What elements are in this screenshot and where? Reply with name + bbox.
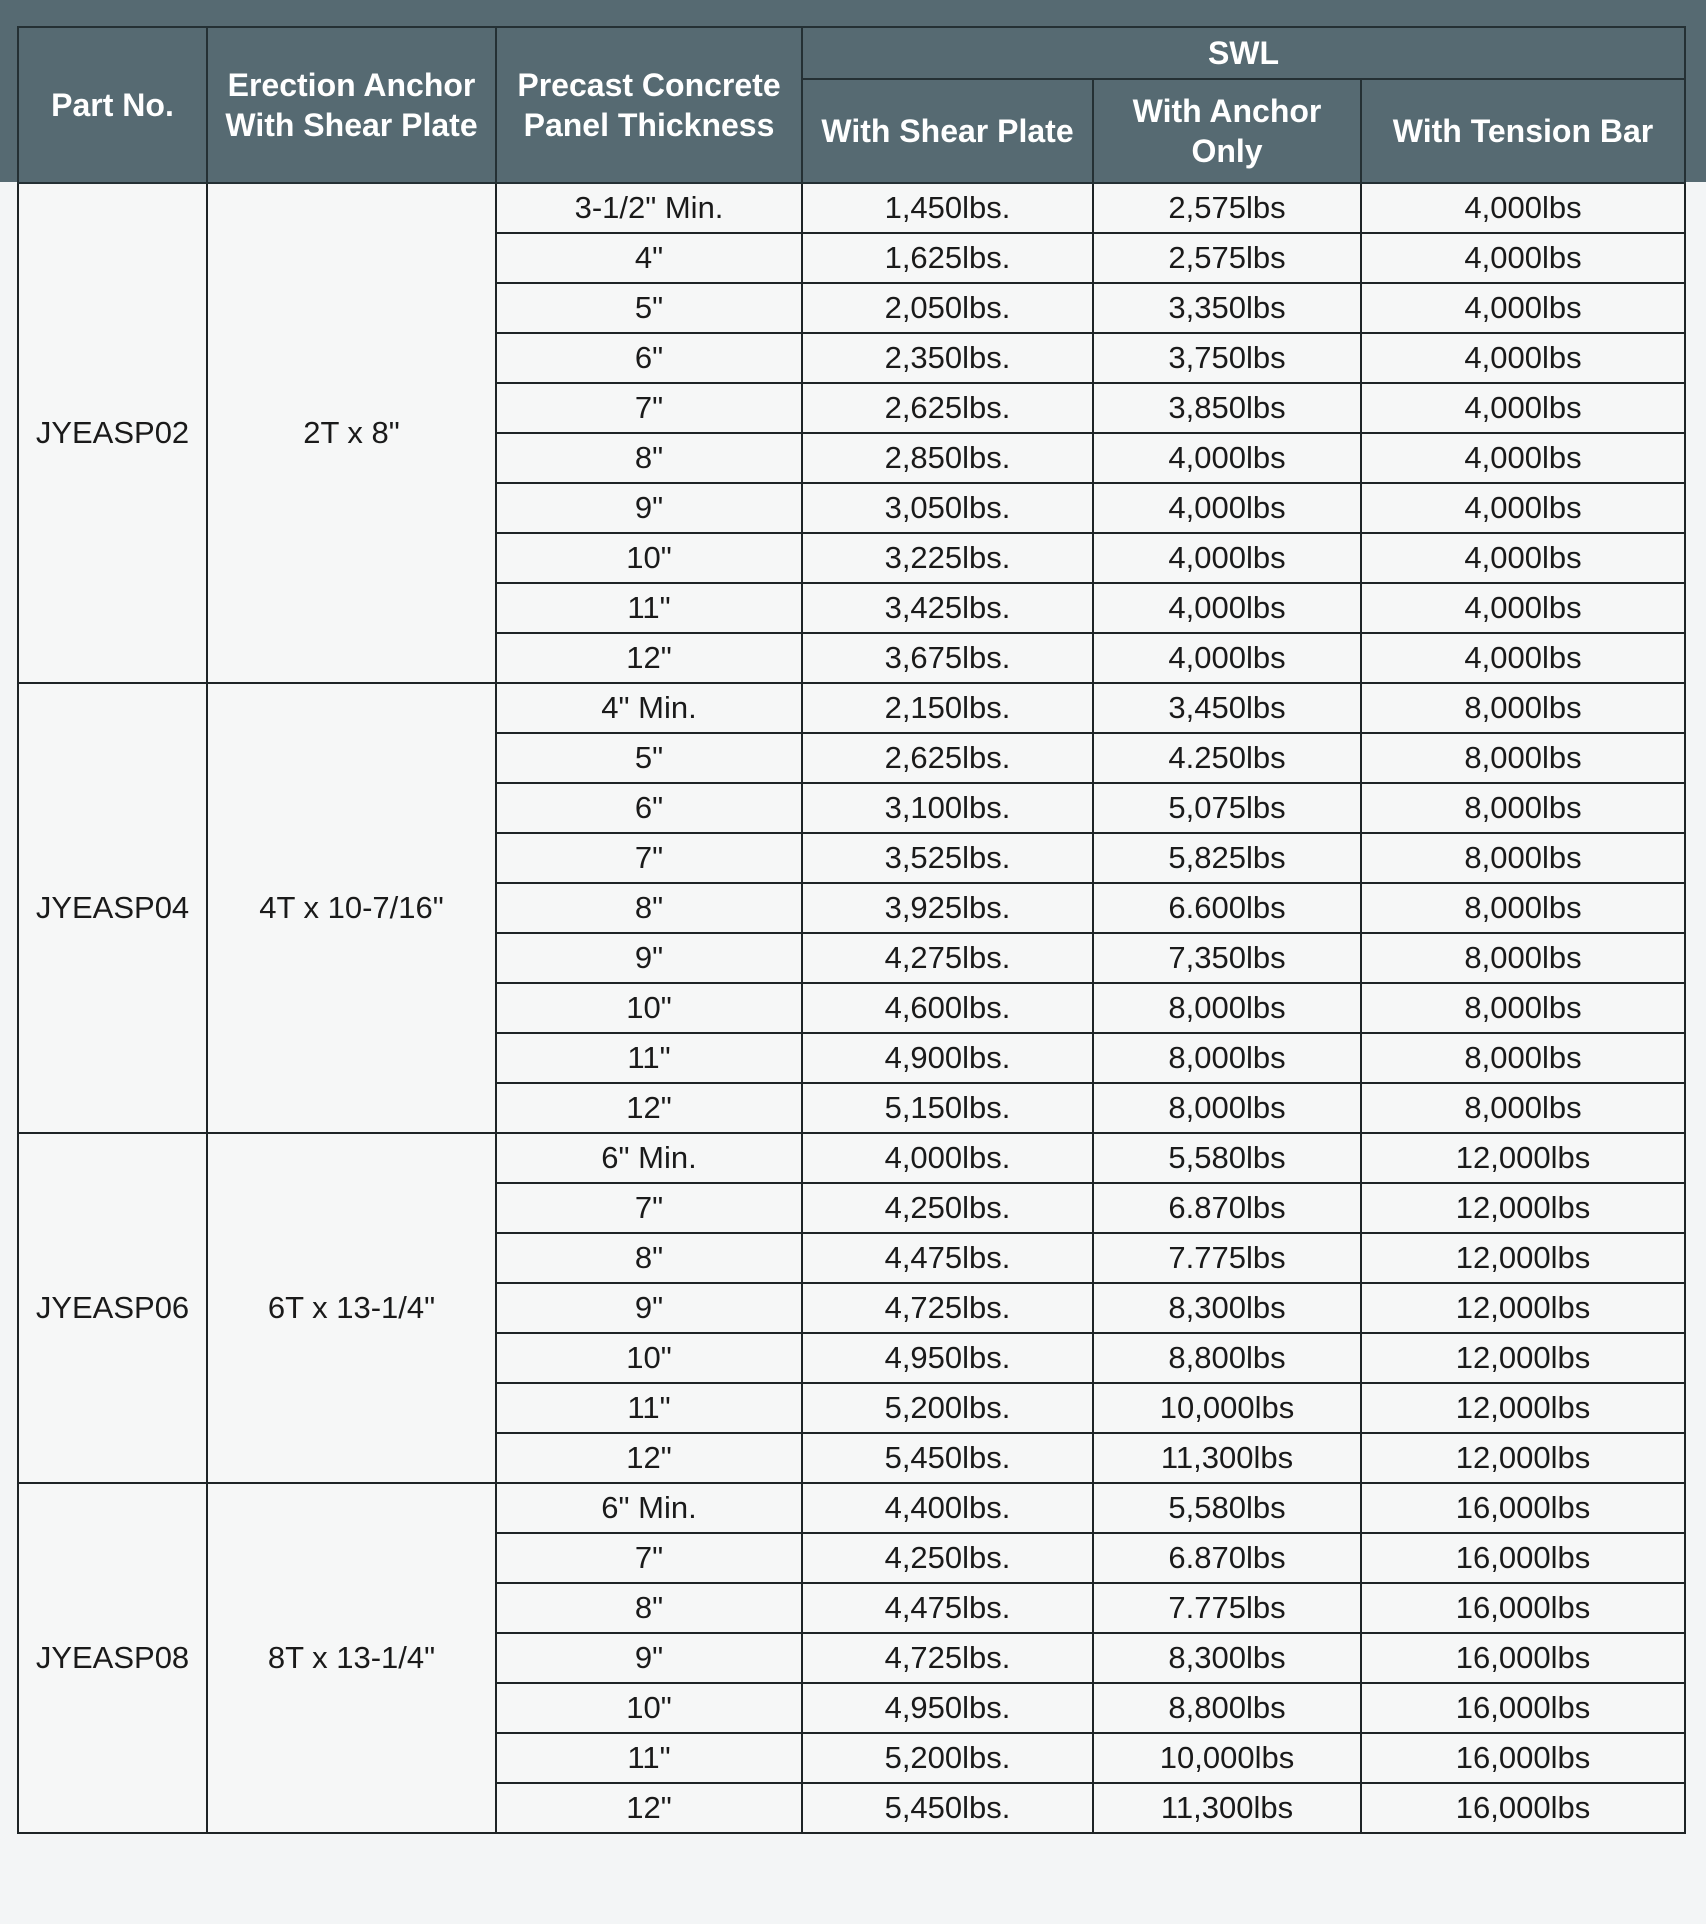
panel-thickness-cell: 12" — [496, 633, 802, 683]
swl-shear-plate-cell: 4,000lbs. — [802, 1133, 1093, 1183]
swl-tension-bar-cell: 8,000lbs — [1361, 833, 1685, 883]
swl-tension-bar-cell: 12,000lbs — [1361, 1283, 1685, 1333]
swl-tension-bar-cell: 4,000lbs — [1361, 183, 1685, 233]
swl-tension-bar-cell: 4,000lbs — [1361, 283, 1685, 333]
header-swl — [802, 27, 1685, 79]
swl-tension-bar-cell: 16,000lbs — [1361, 1633, 1685, 1683]
swl-tension-bar-cell: 8,000lbs — [1361, 1033, 1685, 1083]
swl-shear-plate-cell: 2,150lbs. — [802, 683, 1093, 733]
panel-thickness-cell: 7" — [496, 383, 802, 433]
swl-tension-bar-cell: 12,000lbs — [1361, 1433, 1685, 1483]
panel-thickness-cell: 4" — [496, 233, 802, 283]
swl-anchor-only-cell: 4,000lbs — [1093, 533, 1361, 583]
panel-thickness-cell: 5" — [496, 283, 802, 333]
panel-thickness-cell: 8" — [496, 433, 802, 483]
swl-anchor-only-cell: 4,000lbs — [1093, 433, 1361, 483]
swl-anchor-only-cell: 8,000lbs — [1093, 1083, 1361, 1133]
swl-anchor-only-cell: 8,300lbs — [1093, 1283, 1361, 1333]
swl-tension-bar-cell: 8,000lbs — [1361, 883, 1685, 933]
swl-tension-bar-cell: 4,000lbs — [1361, 433, 1685, 483]
swl-anchor-only-cell: 7.775lbs — [1093, 1233, 1361, 1283]
header-with-anchor-only-line1: With Anchor — [1132, 93, 1322, 129]
swl-shear-plate-cell: 4,600lbs. — [802, 983, 1093, 1033]
panel-thickness-cell: 6" — [496, 333, 802, 383]
swl-anchor-only-cell: 5,580lbs — [1093, 1483, 1361, 1533]
swl-anchor-only-cell: 7,350lbs — [1093, 933, 1361, 983]
panel-thickness-cell: 6" — [496, 783, 802, 833]
panel-thickness-cell: 11" — [496, 583, 802, 633]
swl-anchor-only-cell: 6.870lbs — [1093, 1183, 1361, 1233]
table-body — [18, 183, 1685, 1833]
swl-shear-plate-cell: 2,625lbs. — [802, 733, 1093, 783]
swl-tension-bar-cell: 16,000lbs — [1361, 1483, 1685, 1533]
swl-shear-plate-cell: 2,850lbs. — [802, 433, 1093, 483]
swl-anchor-only-cell: 11,300lbs — [1093, 1433, 1361, 1483]
swl-tension-bar-cell: 16,000lbs — [1361, 1583, 1685, 1633]
swl-shear-plate-cell: 5,150lbs. — [802, 1083, 1093, 1133]
part-no-cell: JYEASP06 — [18, 1133, 207, 1483]
swl-tension-bar-cell: 4,000lbs — [1361, 333, 1685, 383]
panel-thickness-cell: 12" — [496, 1083, 802, 1133]
swl-shear-plate-cell: 4,725lbs. — [802, 1283, 1093, 1333]
swl-anchor-only-cell: 2,575lbs — [1093, 183, 1361, 233]
swl-shear-plate-cell: 2,050lbs. — [802, 283, 1093, 333]
panel-thickness-cell: 11" — [496, 1383, 802, 1433]
part-no-cell: JYEASP08 — [18, 1483, 207, 1833]
header-with-shear-plate — [802, 79, 1093, 183]
panel-thickness-cell: 11" — [496, 1033, 802, 1083]
swl-tension-bar-cell: 4,000lbs — [1361, 533, 1685, 583]
swl-tension-bar-cell: 12,000lbs — [1361, 1183, 1685, 1233]
panel-thickness-cell: 8" — [496, 1233, 802, 1283]
swl-shear-plate-cell: 3,525lbs. — [802, 833, 1093, 883]
anchor-size-cell: 2T x 8" — [207, 183, 496, 683]
swl-shear-plate-cell: 2,350lbs. — [802, 333, 1093, 383]
swl-tension-bar-cell: 4,000lbs — [1361, 383, 1685, 433]
swl-tension-bar-cell: 8,000lbs — [1361, 683, 1685, 733]
swl-anchor-only-cell: 8,000lbs — [1093, 1033, 1361, 1083]
swl-anchor-only-cell: 6.600lbs — [1093, 883, 1361, 933]
swl-shear-plate-cell: 3,225lbs. — [802, 533, 1093, 583]
panel-thickness-cell: 8" — [496, 1583, 802, 1633]
swl-anchor-only-cell: 8,800lbs — [1093, 1683, 1361, 1733]
swl-shear-plate-cell: 1,450lbs. — [802, 183, 1093, 233]
swl-anchor-only-cell: 11,300lbs — [1093, 1783, 1361, 1833]
panel-thickness-cell: 10" — [496, 1683, 802, 1733]
table-row — [18, 1483, 1685, 1533]
panel-thickness-cell: 10" — [496, 983, 802, 1033]
swl-tension-bar-cell: 16,000lbs — [1361, 1683, 1685, 1733]
anchor-size-cell: 6T x 13-1/4" — [207, 1133, 496, 1483]
panel-thickness-cell: 12" — [496, 1783, 802, 1833]
swl-anchor-only-cell: 6.870lbs — [1093, 1533, 1361, 1583]
swl-tension-bar-cell: 4,000lbs — [1361, 233, 1685, 283]
swl-shear-plate-cell: 5,200lbs. — [802, 1733, 1093, 1783]
swl-anchor-only-cell: 4,000lbs — [1093, 483, 1361, 533]
table-row — [18, 1133, 1685, 1183]
swl-tension-bar-cell: 12,000lbs — [1361, 1233, 1685, 1283]
panel-thickness-cell: 10" — [496, 1333, 802, 1383]
swl-tension-bar-cell: 8,000lbs — [1361, 983, 1685, 1033]
swl-shear-plate-cell: 4,250lbs. — [802, 1183, 1093, 1233]
swl-shear-plate-cell: 3,100lbs. — [802, 783, 1093, 833]
panel-thickness-cell: 7" — [496, 833, 802, 883]
swl-anchor-only-cell: 5,580lbs — [1093, 1133, 1361, 1183]
panel-thickness-cell: 8" — [496, 883, 802, 933]
swl-shear-plate-cell: 3,050lbs. — [802, 483, 1093, 533]
swl-tension-bar-cell: 8,000lbs — [1361, 733, 1685, 783]
swl-shear-plate-cell: 4,900lbs. — [802, 1033, 1093, 1083]
header-with-tension-bar — [1361, 79, 1685, 183]
header-panel-thickness — [496, 27, 802, 183]
swl-shear-plate-cell: 1,625lbs. — [802, 233, 1093, 283]
swl-tension-bar-cell: 8,000lbs — [1361, 1083, 1685, 1133]
panel-thickness-cell: 9" — [496, 1633, 802, 1683]
swl-shear-plate-cell: 3,425lbs. — [802, 583, 1093, 633]
header-with-shear-plate-label: With Shear Plate — [821, 113, 1074, 149]
swl-shear-plate-cell: 5,450lbs. — [802, 1783, 1093, 1833]
swl-tension-bar-cell: 4,000lbs — [1361, 633, 1685, 683]
panel-thickness-cell: 11" — [496, 1733, 802, 1783]
swl-anchor-only-cell: 4,000lbs — [1093, 583, 1361, 633]
table-row — [18, 683, 1685, 733]
anchor-size-cell: 8T x 13-1/4" — [207, 1483, 496, 1833]
panel-thickness-cell: 9" — [496, 1283, 802, 1333]
panel-thickness-cell: 7" — [496, 1533, 802, 1583]
panel-thickness-cell: 12" — [496, 1433, 802, 1483]
table-row — [18, 183, 1685, 233]
swl-tension-bar-cell: 16,000lbs — [1361, 1533, 1685, 1583]
header-row-top — [18, 27, 1685, 79]
swl-shear-plate-cell: 4,275lbs. — [802, 933, 1093, 983]
panel-thickness-cell: 9" — [496, 933, 802, 983]
anchor-size-cell: 4T x 10-7/16" — [207, 683, 496, 1133]
header-erection-anchor-line1: Erection Anchor — [227, 67, 476, 103]
swl-anchor-only-cell: 3,850lbs — [1093, 383, 1361, 433]
swl-shear-plate-cell: 4,475lbs. — [802, 1233, 1093, 1283]
panel-thickness-cell: 10" — [496, 533, 802, 583]
swl-shear-plate-cell: 3,925lbs. — [802, 883, 1093, 933]
swl-tension-bar-cell: 8,000lbs — [1361, 783, 1685, 833]
panel-thickness-cell: 3-1/2" Min. — [496, 183, 802, 233]
swl-shear-plate-cell: 5,200lbs. — [802, 1383, 1093, 1433]
panel-thickness-cell: 4" Min. — [496, 683, 802, 733]
swl-anchor-only-cell: 4.250lbs — [1093, 733, 1361, 783]
swl-shear-plate-cell: 4,950lbs. — [802, 1683, 1093, 1733]
header-with-anchor-only — [1093, 79, 1361, 183]
swl-tension-bar-cell: 12,000lbs — [1361, 1133, 1685, 1183]
header-with-tension-bar-label: With Tension Bar — [1392, 113, 1654, 149]
swl-anchor-only-cell: 3,450lbs — [1093, 683, 1361, 733]
swl-tension-bar-cell: 12,000lbs — [1361, 1333, 1685, 1383]
swl-tension-bar-cell: 16,000lbs — [1361, 1733, 1685, 1783]
swl-anchor-only-cell: 4,000lbs — [1093, 633, 1361, 683]
swl-tension-bar-cell: 8,000lbs — [1361, 933, 1685, 983]
swl-shear-plate-cell: 4,250lbs. — [802, 1533, 1093, 1583]
swl-anchor-only-cell: 8,000lbs — [1093, 983, 1361, 1033]
header-swl-label: SWL — [1207, 35, 1280, 71]
header-panel-thickness-line1: Precast Concrete — [517, 67, 781, 103]
part-no-cell: JYEASP02 — [18, 183, 207, 683]
header-part-no-label: Part No. — [51, 87, 174, 123]
swl-shear-plate-cell: 3,675lbs. — [802, 633, 1093, 683]
header-panel-thickness-line2: Panel Thickness — [523, 107, 775, 143]
swl-tension-bar-cell: 4,000lbs — [1361, 483, 1685, 533]
swl-anchor-only-cell: 5,075lbs — [1093, 783, 1361, 833]
swl-anchor-only-cell: 3,750lbs — [1093, 333, 1361, 383]
part-no-cell: JYEASP04 — [18, 683, 207, 1133]
swl-tension-bar-cell: 16,000lbs — [1361, 1783, 1685, 1833]
swl-anchor-only-cell: 8,800lbs — [1093, 1333, 1361, 1383]
swl-shear-plate-cell: 4,725lbs. — [802, 1633, 1093, 1683]
swl-shear-plate-cell: 4,475lbs. — [802, 1583, 1093, 1633]
swl-anchor-only-cell: 10,000lbs — [1093, 1383, 1361, 1433]
header-part-no — [18, 27, 207, 183]
panel-thickness-cell: 7" — [496, 1183, 802, 1233]
swl-tension-bar-cell: 12,000lbs — [1361, 1383, 1685, 1433]
swl-shear-plate-cell: 5,450lbs. — [802, 1433, 1093, 1483]
swl-anchor-only-cell: 8,300lbs — [1093, 1633, 1361, 1683]
swl-anchor-only-cell: 2,575lbs — [1093, 233, 1361, 283]
swl-spec-table — [17, 26, 1686, 1834]
header-erection-anchor — [207, 27, 496, 183]
table-header — [18, 27, 1685, 183]
panel-thickness-cell: 5" — [496, 733, 802, 783]
panel-thickness-cell: 9" — [496, 483, 802, 533]
panel-thickness-cell: 6" Min. — [496, 1133, 802, 1183]
panel-thickness-cell: 6" Min. — [496, 1483, 802, 1533]
swl-anchor-only-cell: 3,350lbs — [1093, 283, 1361, 333]
swl-tension-bar-cell: 4,000lbs — [1361, 583, 1685, 633]
swl-anchor-only-cell: 10,000lbs — [1093, 1733, 1361, 1783]
header-erection-anchor-line2: With Shear Plate — [225, 107, 478, 143]
swl-shear-plate-cell: 2,625lbs. — [802, 383, 1093, 433]
swl-anchor-only-cell: 7.775lbs — [1093, 1583, 1361, 1633]
swl-shear-plate-cell: 4,400lbs. — [802, 1483, 1093, 1533]
swl-anchor-only-cell: 5,825lbs — [1093, 833, 1361, 883]
header-with-anchor-only-line2: Only — [1191, 133, 1263, 169]
swl-shear-plate-cell: 4,950lbs. — [802, 1333, 1093, 1383]
